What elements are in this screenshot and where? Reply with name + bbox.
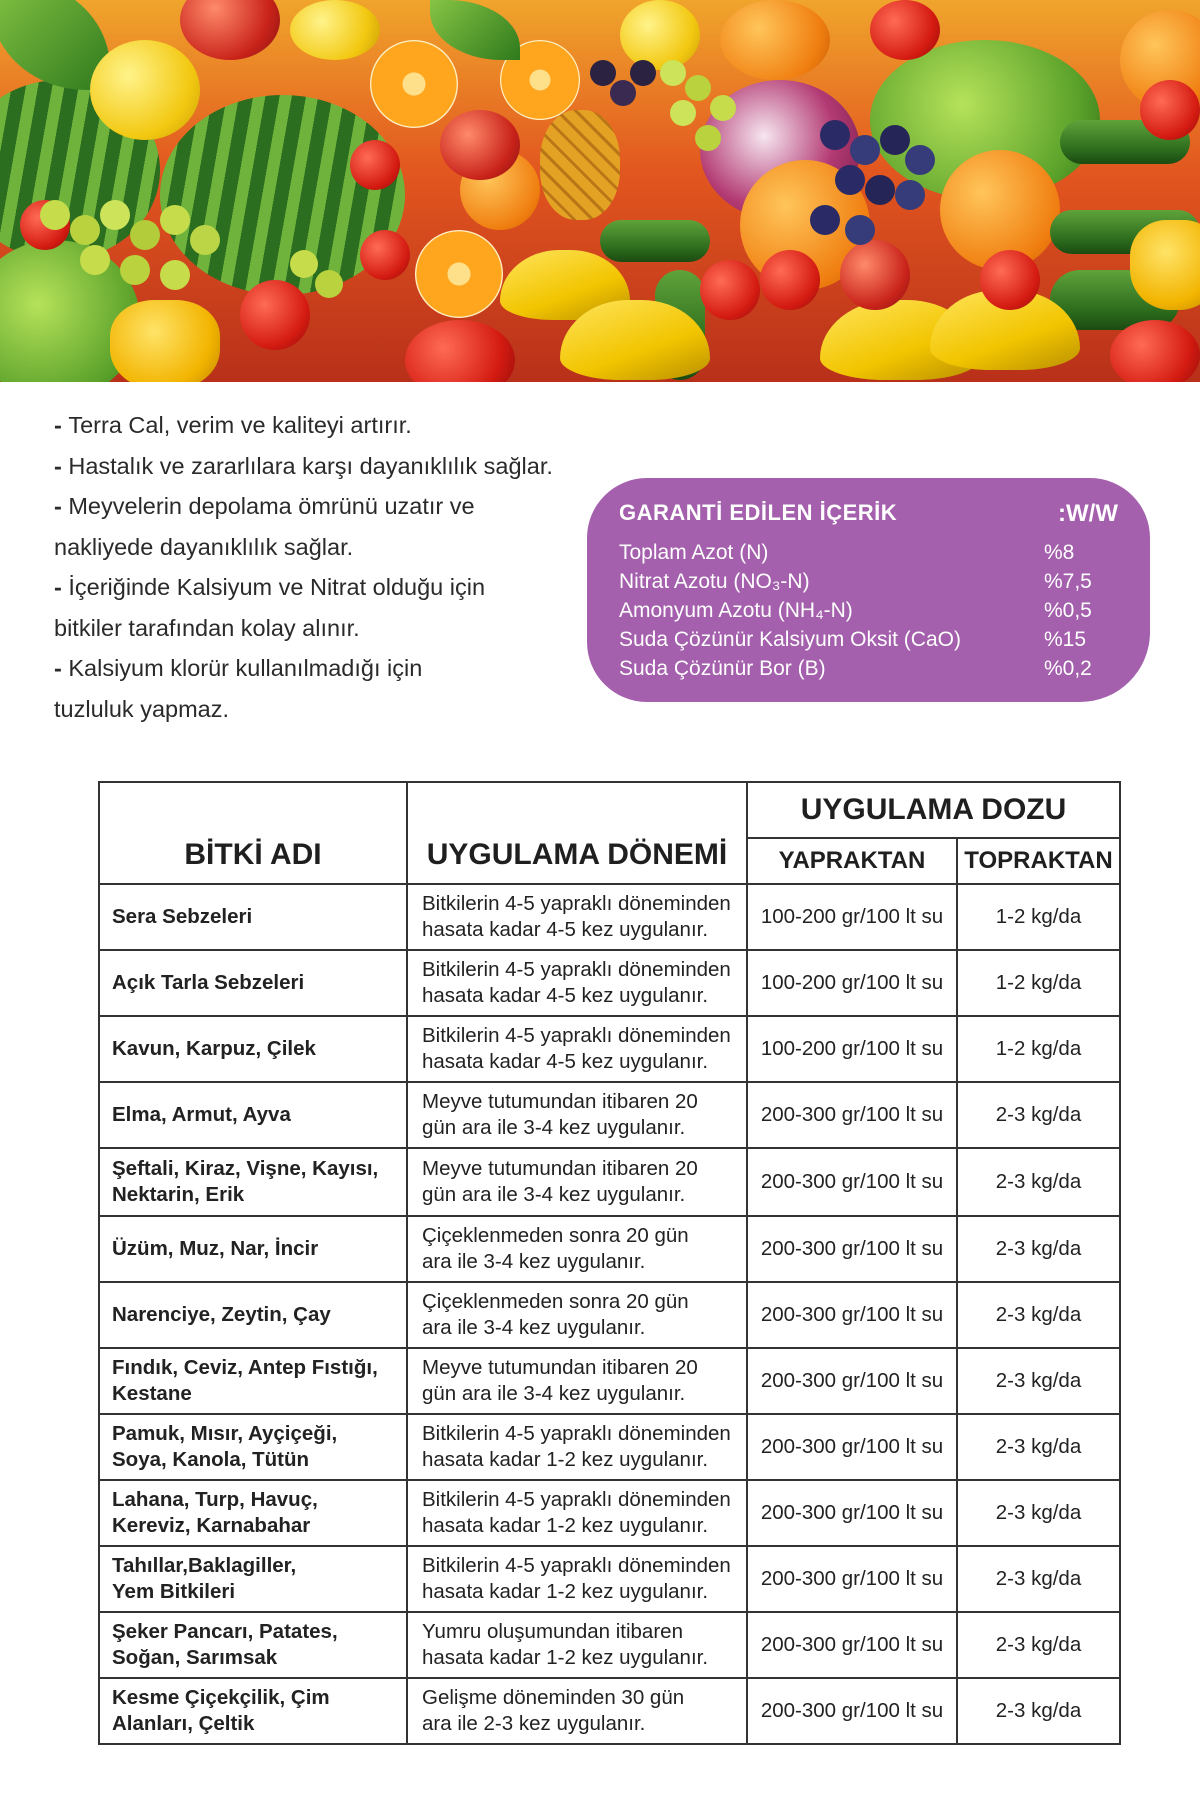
header-application-period: UYGULAMA DÖNEMİ	[407, 782, 747, 884]
cell-application-period	[407, 884, 747, 950]
cell-application-period	[407, 1148, 747, 1216]
cell-plant-name-line: Sera Sebzeleri	[112, 905, 253, 928]
cell-soil-dose	[957, 1082, 1120, 1148]
table-row	[99, 1148, 1120, 1216]
cell-soil-dose-line: 2-3 kg/da	[995, 1369, 1082, 1392]
table-row	[99, 884, 1120, 950]
cell-plant-name-line: Lahana, Turp, Havuç,	[112, 1488, 318, 1511]
header-foliar: YAPRAKTAN	[747, 838, 957, 884]
cell-application-period-line: ara ile 3-4 kez uygulanır.	[422, 1250, 646, 1273]
table-row	[99, 1612, 1120, 1678]
cell-application-period-line: hasata kadar 4-5 kez uygulanır.	[422, 984, 709, 1007]
cell-foliar-dose	[747, 1414, 957, 1480]
cell-application-period-line: gün ara ile 3-4 kez uygulanır.	[422, 1183, 686, 1206]
cell-application-period	[407, 1082, 747, 1148]
cell-application-period-line: hasata kadar 1-2 kez uygulanır.	[422, 1514, 709, 1537]
cell-foliar-dose	[747, 1612, 957, 1678]
guarantee-row	[619, 541, 1118, 569]
benefits-list	[54, 405, 614, 729]
cell-foliar-dose	[747, 1082, 957, 1148]
cell-application-period-line: ara ile 2-3 kez uygulanır.	[422, 1712, 646, 1735]
guarantee-value: %8	[1044, 541, 1075, 564]
cell-foliar-dose-line: 200-300 gr/100 lt su	[760, 1170, 944, 1193]
cell-foliar-dose-line: 200-300 gr/100 lt su	[760, 1303, 944, 1326]
cell-soil-dose-line: 2-3 kg/da	[995, 1237, 1082, 1260]
table-row	[99, 1082, 1120, 1148]
cell-soil-dose-line: 1-2 kg/da	[995, 1037, 1082, 1060]
benefit-line: - Terra Cal, verim ve kaliteyi artırır.	[54, 412, 412, 438]
cell-foliar-dose	[747, 1480, 957, 1546]
cell-plant-name	[99, 1216, 407, 1282]
guarantee-label: Suda Çözünür Bor (B)	[619, 657, 826, 680]
cell-plant-name	[99, 1612, 407, 1678]
cell-plant-name	[99, 884, 407, 950]
cell-plant-name	[99, 1148, 407, 1216]
guarantee-unit: :W/W	[1058, 500, 1118, 527]
cell-application-period-line: Bitkilerin 4-5 yapraklı döneminden	[422, 892, 731, 915]
cell-application-period-line: Meyve tutumundan itibaren 20	[422, 1157, 698, 1180]
benefit-line: - Hastalık ve zararlılara karşı dayanıklılık sağlar.	[54, 452, 553, 479]
cell-soil-dose-line: 2-3 kg/da	[995, 1633, 1082, 1656]
guarantee-value: %0,5	[1044, 599, 1092, 622]
cell-soil-dose-line: 1-2 kg/da	[995, 971, 1082, 994]
cell-foliar-dose	[747, 1348, 957, 1414]
table-row	[99, 1216, 1120, 1282]
cell-foliar-dose-line: 200-300 gr/100 lt su	[760, 1633, 944, 1656]
cell-plant-name-line: Pamuk, Mısır, Ayçiçeği,	[112, 1422, 338, 1445]
cell-foliar-dose-line: 200-300 gr/100 lt su	[760, 1435, 944, 1458]
cell-soil-dose	[957, 1282, 1120, 1348]
cell-foliar-dose-line: 200-300 gr/100 lt su	[760, 1369, 944, 1392]
guaranteed-content-box	[587, 478, 1150, 702]
cell-soil-dose	[957, 1414, 1120, 1480]
cell-foliar-dose	[747, 950, 957, 1016]
cell-foliar-dose	[747, 1282, 957, 1348]
cell-foliar-dose-line: 100-200 gr/100 lt su	[760, 971, 944, 994]
cell-application-period	[407, 1348, 747, 1414]
cell-soil-dose	[957, 1612, 1120, 1678]
guarantee-value: %0,2	[1044, 657, 1092, 680]
guarantee-row	[619, 657, 1118, 685]
cell-plant-name-line: Kereviz, Karnabahar	[112, 1514, 311, 1537]
cell-application-period-line: hasata kadar 4-5 kez uygulanır.	[422, 918, 709, 941]
header-soil: TOPRAKTAN	[957, 838, 1120, 884]
cell-application-period-line: ara ile 3-4 kez uygulanır.	[422, 1316, 646, 1339]
cell-application-period-line: Bitkilerin 4-5 yapraklı döneminden	[422, 1024, 731, 1047]
benefit-line: tuzluluk yapmaz.	[54, 695, 230, 722]
cell-foliar-dose	[747, 1678, 957, 1744]
cell-soil-dose	[957, 1546, 1120, 1612]
cell-plant-name	[99, 1414, 407, 1480]
cell-application-period-line: gün ara ile 3-4 kez uygulanır.	[422, 1116, 686, 1139]
table-row	[99, 1480, 1120, 1546]
cell-plant-name-line: Elma, Armut, Ayva	[112, 1103, 291, 1126]
guarantee-value: %15	[1044, 628, 1087, 651]
table-row	[99, 1348, 1120, 1414]
cell-plant-name-line: Soya, Kanola, Tütün	[112, 1448, 310, 1471]
guarantee-label: Suda Çözünür Kalsiyum Oksit (CaO)	[619, 628, 961, 651]
table-row	[99, 1678, 1120, 1744]
application-table	[98, 781, 1121, 1745]
cell-foliar-dose	[747, 1546, 957, 1612]
cell-application-period	[407, 1216, 747, 1282]
cell-application-period	[407, 1678, 747, 1744]
guarantee-row	[619, 628, 1118, 656]
cell-plant-name-line: Alanları, Çeltik	[112, 1712, 255, 1735]
cell-soil-dose	[957, 1016, 1120, 1082]
cell-soil-dose-line: 1-2 kg/da	[995, 905, 1082, 928]
cell-soil-dose	[957, 950, 1120, 1016]
cell-application-period-line: Bitkilerin 4-5 yapraklı döneminden	[422, 958, 731, 981]
cell-application-period-line: gün ara ile 3-4 kez uygulanır.	[422, 1382, 686, 1405]
cell-application-period-line: Meyve tutumundan itibaren 20	[422, 1090, 698, 1113]
cell-soil-dose	[957, 1480, 1120, 1546]
cell-application-period	[407, 950, 747, 1016]
cell-soil-dose-line: 2-3 kg/da	[995, 1699, 1082, 1722]
guarantee-label: Amonyum Azotu (NH₄-N)	[619, 599, 853, 622]
cell-soil-dose-line: 2-3 kg/da	[995, 1303, 1082, 1326]
table-row	[99, 1016, 1120, 1082]
benefit-line: - İçeriğinde Kalsiyum ve Nitrat olduğu için	[54, 574, 486, 600]
cell-application-period	[407, 1612, 747, 1678]
cell-application-period-line: Meyve tutumundan itibaren 20	[422, 1356, 698, 1379]
cell-soil-dose-line: 2-3 kg/da	[995, 1435, 1082, 1458]
benefit-line: bitkiler tarafından kolay alınır.	[54, 614, 360, 641]
cell-plant-name-line: Üzüm, Muz, Nar, İncir	[112, 1237, 319, 1260]
table-row	[99, 950, 1120, 1016]
cell-application-period-line: Bitkilerin 4-5 yapraklı döneminden	[422, 1554, 731, 1577]
cell-plant-name	[99, 1082, 407, 1148]
cell-foliar-dose-line: 200-300 gr/100 lt su	[760, 1501, 944, 1524]
cell-foliar-dose	[747, 1148, 957, 1216]
cell-application-period-line: hasata kadar 1-2 kez uygulanır.	[422, 1646, 709, 1669]
benefit-line: nakliyede dayanıklılık sağlar.	[54, 533, 354, 560]
guarantee-value: %7,5	[1044, 570, 1092, 593]
header-plant-name: BİTKİ ADI	[99, 782, 407, 884]
cell-plant-name-line: Soğan, Sarımsak	[112, 1646, 278, 1669]
table-row	[99, 1282, 1120, 1348]
cell-soil-dose-line: 2-3 kg/da	[995, 1103, 1082, 1126]
cell-foliar-dose-line: 100-200 gr/100 lt su	[760, 905, 944, 928]
cell-plant-name-line: Şeker Pancarı, Patates,	[112, 1620, 338, 1643]
cell-foliar-dose-line: 200-300 gr/100 lt su	[760, 1567, 944, 1590]
cell-application-period	[407, 1546, 747, 1612]
cell-soil-dose-line: 2-3 kg/da	[995, 1567, 1082, 1590]
cell-application-period	[407, 1282, 747, 1348]
cell-application-period-line: Bitkilerin 4-5 yapraklı döneminden	[422, 1488, 731, 1511]
cell-foliar-dose-line: 100-200 gr/100 lt su	[760, 1037, 944, 1060]
cell-plant-name-line: Kesme Çiçekçilik, Çim	[112, 1686, 330, 1709]
cell-application-period-line: hasata kadar 4-5 kez uygulanır.	[422, 1050, 709, 1073]
cell-soil-dose	[957, 884, 1120, 950]
guarantee-title: GARANTİ EDİLEN İÇERİK	[619, 500, 898, 525]
cell-soil-dose-line: 2-3 kg/da	[995, 1501, 1082, 1524]
cell-plant-name	[99, 1348, 407, 1414]
cell-application-period-line: Yumru oluşumundan itibaren	[422, 1620, 683, 1643]
cell-plant-name-line: Kavun, Karpuz, Çilek	[112, 1037, 316, 1060]
cell-plant-name-line: Yem Bitkileri	[112, 1580, 236, 1603]
cell-application-period-line: Gelişme döneminden 30 gün	[422, 1686, 685, 1709]
cell-plant-name	[99, 1546, 407, 1612]
hero-fruit-banner	[0, 0, 1200, 382]
table-row	[99, 1546, 1120, 1612]
cell-plant-name	[99, 1678, 407, 1744]
cell-application-period	[407, 1480, 747, 1546]
benefit-line: - Meyvelerin depolama ömrünü uzatır ve	[54, 493, 475, 519]
cell-plant-name	[99, 1282, 407, 1348]
cell-application-period-line: Çiçeklenmeden sonra 20 gün	[422, 1290, 689, 1313]
application-table-body	[99, 884, 1120, 1744]
cell-foliar-dose-line: 200-300 gr/100 lt su	[760, 1699, 944, 1722]
cell-foliar-dose	[747, 884, 957, 950]
cell-soil-dose	[957, 1148, 1120, 1216]
cell-application-period-line: hasata kadar 1-2 kez uygulanır.	[422, 1580, 709, 1603]
cell-application-period-line: Bitkilerin 4-5 yapraklı döneminden	[422, 1422, 731, 1445]
cell-soil-dose	[957, 1348, 1120, 1414]
cell-foliar-dose	[747, 1216, 957, 1282]
cell-soil-dose	[957, 1678, 1120, 1744]
cell-foliar-dose	[747, 1016, 957, 1082]
cell-plant-name	[99, 950, 407, 1016]
cell-foliar-dose-line: 200-300 gr/100 lt su	[760, 1103, 944, 1126]
guarantee-row	[619, 570, 1118, 598]
cell-plant-name-line: Fındık, Ceviz, Antep Fıstığı,	[112, 1356, 378, 1379]
cell-application-period-line: Çiçeklenmeden sonra 20 gün	[422, 1224, 689, 1247]
benefit-line: - Kalsiyum klorür kullanılmadığı için	[54, 655, 423, 681]
guarantee-label: Toplam Azot (N)	[619, 541, 769, 564]
cell-soil-dose	[957, 1216, 1120, 1282]
cell-foliar-dose-line: 200-300 gr/100 lt su	[760, 1237, 944, 1260]
cell-application-period-line: hasata kadar 1-2 kez uygulanır.	[422, 1448, 709, 1471]
cell-plant-name	[99, 1480, 407, 1546]
guarantee-label: Nitrat Azotu (NO₃-N)	[619, 570, 810, 593]
cell-plant-name-line: Açık Tarla Sebzeleri	[112, 971, 305, 994]
cell-plant-name-line: Şeftali, Kiraz, Vişne, Kayısı,	[112, 1157, 379, 1180]
header-application-dose: UYGULAMA DOZU	[747, 782, 1120, 838]
cell-plant-name-line: Narenciye, Zeytin, Çay	[112, 1303, 331, 1326]
cell-plant-name-line: Nektarin, Erik	[112, 1183, 245, 1206]
cell-plant-name	[99, 1016, 407, 1082]
cell-plant-name-line: Kestane	[112, 1382, 192, 1405]
guarantee-header	[619, 500, 1118, 536]
cell-application-period	[407, 1414, 747, 1480]
cell-soil-dose-line: 2-3 kg/da	[995, 1170, 1082, 1193]
cell-plant-name-line: Tahıllar,Baklagiller,	[112, 1554, 297, 1577]
cell-application-period	[407, 1016, 747, 1082]
guarantee-row	[619, 599, 1118, 627]
table-row	[99, 1414, 1120, 1480]
